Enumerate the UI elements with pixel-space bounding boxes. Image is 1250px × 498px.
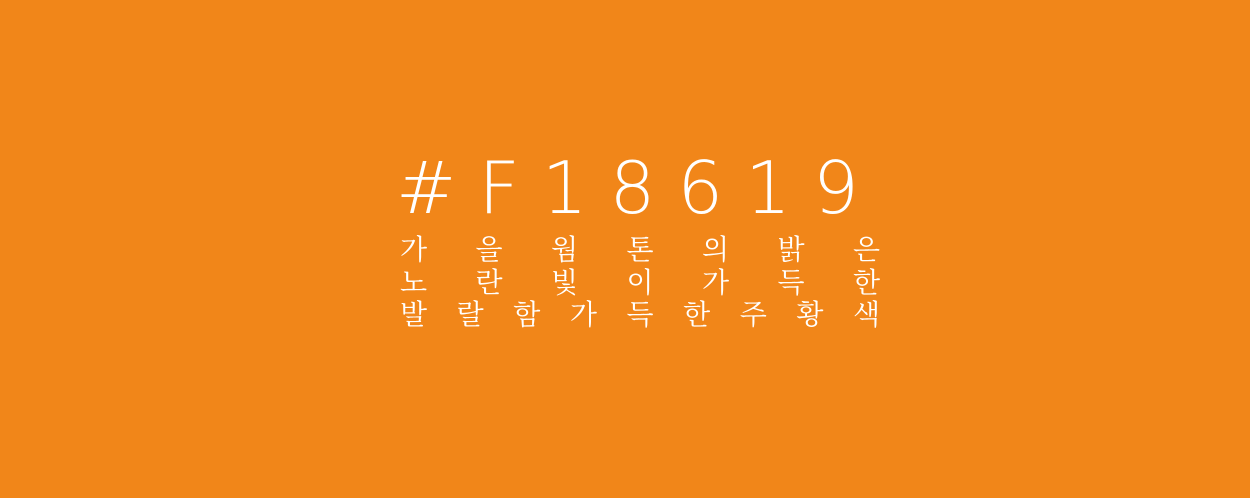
hex-code-title: #F18619 [396, 146, 881, 230]
description-line-1: 가 을 웜 톤 의 밝 은 [400, 235, 880, 265]
description-line-2: 노 란 빛 이 가 득 한 [400, 268, 880, 298]
description-line-3: 발 랄 함 가 득 한 주 황 색 [400, 300, 880, 330]
